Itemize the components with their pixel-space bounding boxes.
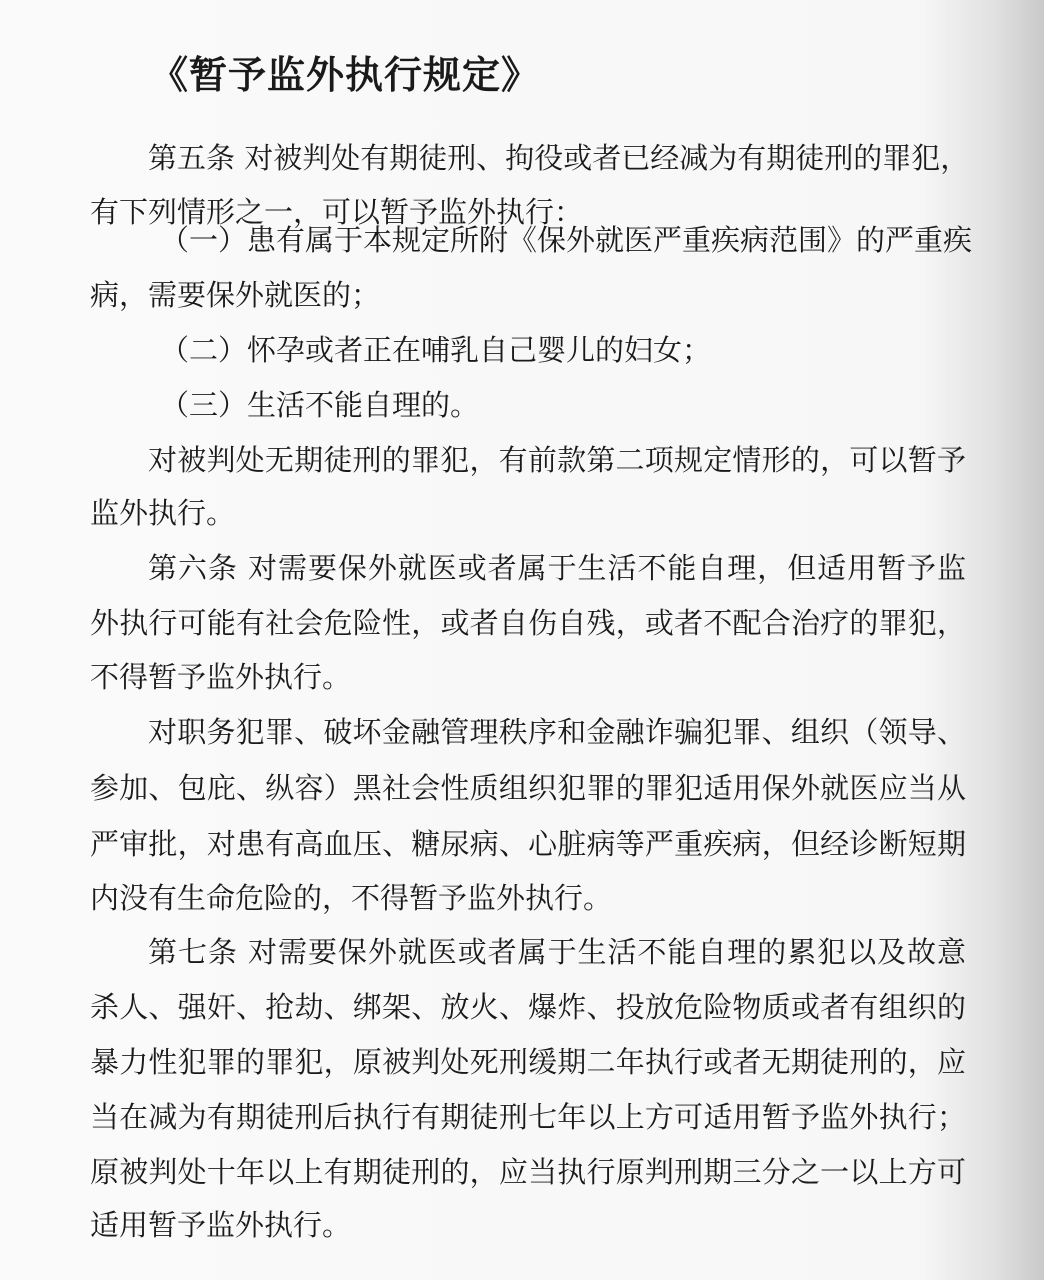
text-line: （三）生活不能自理的。	[160, 388, 480, 422]
text-line: 外执行可能有社会危险性，或者自伤自残，或者不配合治疗的罪犯，	[90, 606, 966, 640]
text-line: 第五条 对被判处有期徒刑、拘役或者已经减为有期徒刑的罪犯，	[148, 141, 970, 175]
text-line: 原被判处十年以上有期徒刑的，应当执行原判刑期三分之一以上方可	[90, 1155, 966, 1189]
text-line: 杀人、强奸、抢劫、绑架、放火、爆炸、投放危险物质或者有组织的	[90, 990, 966, 1024]
text-line: 严审批，对患有高血压、糖尿病、心脏病等严重疾病，但经诊断短期	[90, 827, 966, 861]
text-line: 病，需要保外就医的；	[90, 278, 381, 312]
text-line: 参加、包庇、纵容）黑社会性质组织犯罪的罪犯适用保外就医应当从	[90, 771, 966, 805]
text-line: 暴力性犯罪的罪犯，原被判处死刑缓期二年执行或者无期徒刑的，应	[90, 1045, 966, 1079]
text-line: 当在减为有期徒刑后执行有期徒刑七年以上方可适用暂予监外执行；	[90, 1100, 966, 1134]
text-line: 第七条 对需要保外就医或者属于生活不能自理的累犯以及故意	[148, 935, 966, 969]
text-line: 对职务犯罪、破坏金融管理秩序和金融诈骗犯罪、组织（领导、	[148, 715, 966, 749]
text-line: （二）怀孕或者正在哺乳自己婴儿的妇女；	[160, 333, 712, 367]
text-line: 监外执行。	[90, 496, 236, 530]
text-line: 第六条 对需要保外就医或者属于生活不能自理，但适用暂予监	[148, 551, 966, 585]
text-line: 对被判处无期徒刑的罪犯，有前款第二项规定情形的，可以暂予	[148, 443, 966, 477]
text-line: 有下列情形之一，可以暂予监外执行：	[90, 195, 584, 229]
document-title: 《暂予监外执行规定》	[150, 52, 541, 97]
text-line: 不得暂予监外执行。	[90, 660, 352, 694]
text-line: 适用暂予监外执行。	[90, 1208, 352, 1242]
text-line: （一）患有属于本规定所附《保外就医严重疾病范围》的严重疾	[160, 223, 973, 257]
text-line: 内没有生命危险的，不得暂予监外执行。	[90, 881, 613, 915]
